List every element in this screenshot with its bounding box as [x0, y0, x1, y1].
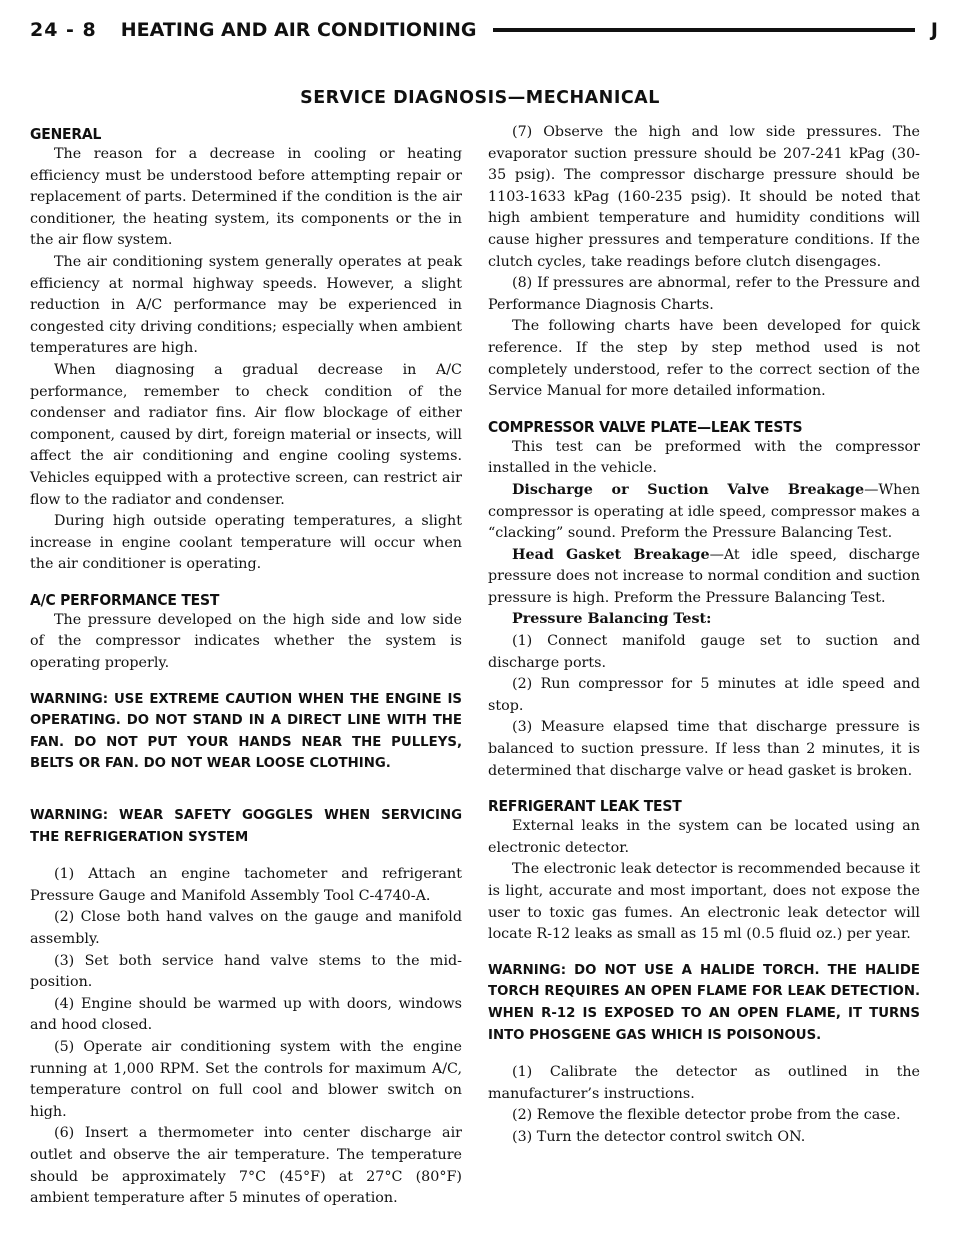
pressure-balancing-label-paragraph [488, 609, 920, 631]
general-paragraph-1: The reason for a decrease in cooling or heating efficiency must be understood before attempting repair or replacement of parts. Determined if the condition is the air conditioner, the heating system, its components or the in the air flow system. [30, 146, 462, 249]
valve-breakage-label: Discharge or Suction Valve Breakage [512, 481, 865, 498]
leak-step-2: (2) Remove the flexible detector probe from the case. [512, 1107, 901, 1124]
leak-step-1: (1) Calibrate the detector as outlined in the manufacturer’s instructions. [488, 1064, 920, 1102]
page-header [30, 12, 938, 48]
head-gasket-text: —At idle speed, discharge pressure does not increase to normal condition and suction pressure is high. Preform the Pressure Balancing Test. [488, 546, 920, 606]
balance-step-2: (2) Run compressor for 5 minutes at idle speed and stop. [488, 676, 920, 714]
spacer [488, 403, 920, 417]
valve-intro: This test can be preformed with the compressor installed in the vehicle. [488, 438, 920, 477]
leak-detector-paragraph: The electronic leak detector is recommended because it is light, accurate and most important, does not expose the user to toxic gas fumes. An electronic leak detector will locate R-12 leaks as small as 15 ml (0.5 fluid oz.) per year. [488, 861, 920, 943]
leak-step-3: (3) Turn the detector control switch ON. [512, 1128, 806, 1145]
right-column [488, 122, 920, 1149]
perf-step-7: (7) Observe the high and low side pressures. The evaporator suction pressure should be 207-241 kPag (30-35 psig). The compressor discharge pressure should be 1103-1633 kPag (160-235 psig). It should be noted that high ambient temperature and humidity conditions will cause higher pressures and temperature conditions. If the clutch cycles, take readings before clutch disengages. [488, 124, 920, 270]
general-paragraph-4: During high outside operating temperatures, a slight increase in engine coolant temperature will occur when the air conditioner is operating. [30, 513, 462, 573]
left-column [30, 124, 462, 1210]
valve-breakage-paragraph [488, 480, 920, 545]
balance-step-3: (3) Measure elapsed time that discharge pressure is balanced to suction pressure. If less than 2 minutes, it is determined that discharge valve or head gasket is broken. [488, 719, 920, 779]
performance-test-heading: A/C PERFORMANCE TEST [30, 590, 220, 609]
leak-intro: External leaks in the system can be located using an electronic detector. [488, 818, 920, 856]
head-gasket-label: Head Gasket Breakage [512, 546, 710, 563]
leak-test-heading: REFRIGERANT LEAK TEST [488, 797, 682, 816]
perf-step-2: (2) Close both hand valves on the gauge and manifold assembly. [30, 909, 462, 947]
header-rule [493, 28, 915, 32]
spacer [30, 576, 462, 590]
perf-step-4: (4) Engine should be warmed up with doors, windows and hood closed. [30, 995, 462, 1034]
balance-step-1: (1) Connect manifold gauge set to suction and discharge ports. [488, 633, 920, 671]
valve-breakage-text: —When compressor is operating at idle speed, compressor makes a “clacking” sound. Preform the Pressure Balancing Test. [488, 481, 920, 542]
perf-step-1: (1) Attach an engine tachometer and refrigerant Pressure Gauge and Manifold Assembly Tool C-4740-A. [30, 866, 462, 904]
valve-plate-heading: COMPRESSOR VALVE PLATE—LEAK TESTS [488, 417, 803, 436]
pressure-balancing-label: Pressure Balancing Test: [512, 611, 712, 628]
section-title: SERVICE DIAGNOSIS—MECHANICAL [300, 88, 660, 108]
perf-step-8: (8) If pressures are abnormal, refer to the Pressure and Performance Diagnosis Charts. [488, 275, 920, 313]
page-number: 24 - 8 [30, 19, 97, 41]
warning-safety-goggles: WARNING: WEAR SAFETY GOGGLES WHEN SERVICING THE REFRIGERATION SYSTEM [30, 808, 462, 845]
spacer [488, 782, 920, 796]
model-letter: J [930, 19, 938, 41]
general-paragraph-3: When diagnosing a gradual decrease in A/C performance, remember to check condition of the condenser and radiator fins. Air flow blockage of either component, caused by dirt, foreign material or insects, will affect the air conditioning and engine cooling systems. Vehicles equipped with a protective screen, can restrict air flow to the radiator and condenser. [30, 361, 462, 508]
charts-note: The following charts have been developed for quick reference. If the step by step method used is not completely understood, refer to the correct section of the Service Manual for more detailed information. [488, 318, 920, 400]
chapter-title: HEATING AND AIR CONDITIONING [120, 19, 477, 41]
perf-step-5: (5) Operate air conditioning system with the engine running at 1,000 RPM. Set the controls for maximum A/C, temperature control on full cool and blower switch on high. [30, 1038, 462, 1120]
perf-step-3: (3) Set both service hand valve stems to the mid-position. [30, 952, 462, 991]
general-heading: GENERAL [30, 125, 102, 143]
performance-test-intro: The pressure developed on the high side and low side of the compressor indicates whether the system is operating properly. [30, 611, 462, 672]
head-gasket-paragraph [488, 545, 920, 610]
perf-step-6: (6) Insert a thermometer into center discharge air outlet and observe the air temperature. The temperature should be approximately 7°C (45°F) at 27°C (80°F) ambient temperature after 5 minutes of operation. [30, 1125, 462, 1207]
warning-halide-torch: WARNING: DO NOT USE A HALIDE TORCH. THE HALIDE TORCH REQUIRES AN OPEN FLAME FOR LEAK DETECTION. WHEN R-12 IS EXPOSED TO AN OPEN FLAME, IT TURNS INTO PHOSGENE GAS WHICH IS POISONOUS. [488, 962, 920, 1043]
general-paragraph-2: The air conditioning system generally operates at peak efficiency at normal highway speeds. However, a slight reduction in A/C performance may be experienced in congested city driving conditions; especially when ambient temperatures are high. [30, 253, 462, 357]
warning-engine-operating: WARNING: USE EXTREME CAUTION WHEN THE ENGINE IS OPERATING. DO NOT STAND IN A DIRECT LINE WITH THE FAN. DO NOT PUT YOUR HANDS NEAR THE PULLEYS, BELTS OR FAN. DO NOT WEAR LOOSE CLOTHING. [30, 691, 462, 772]
